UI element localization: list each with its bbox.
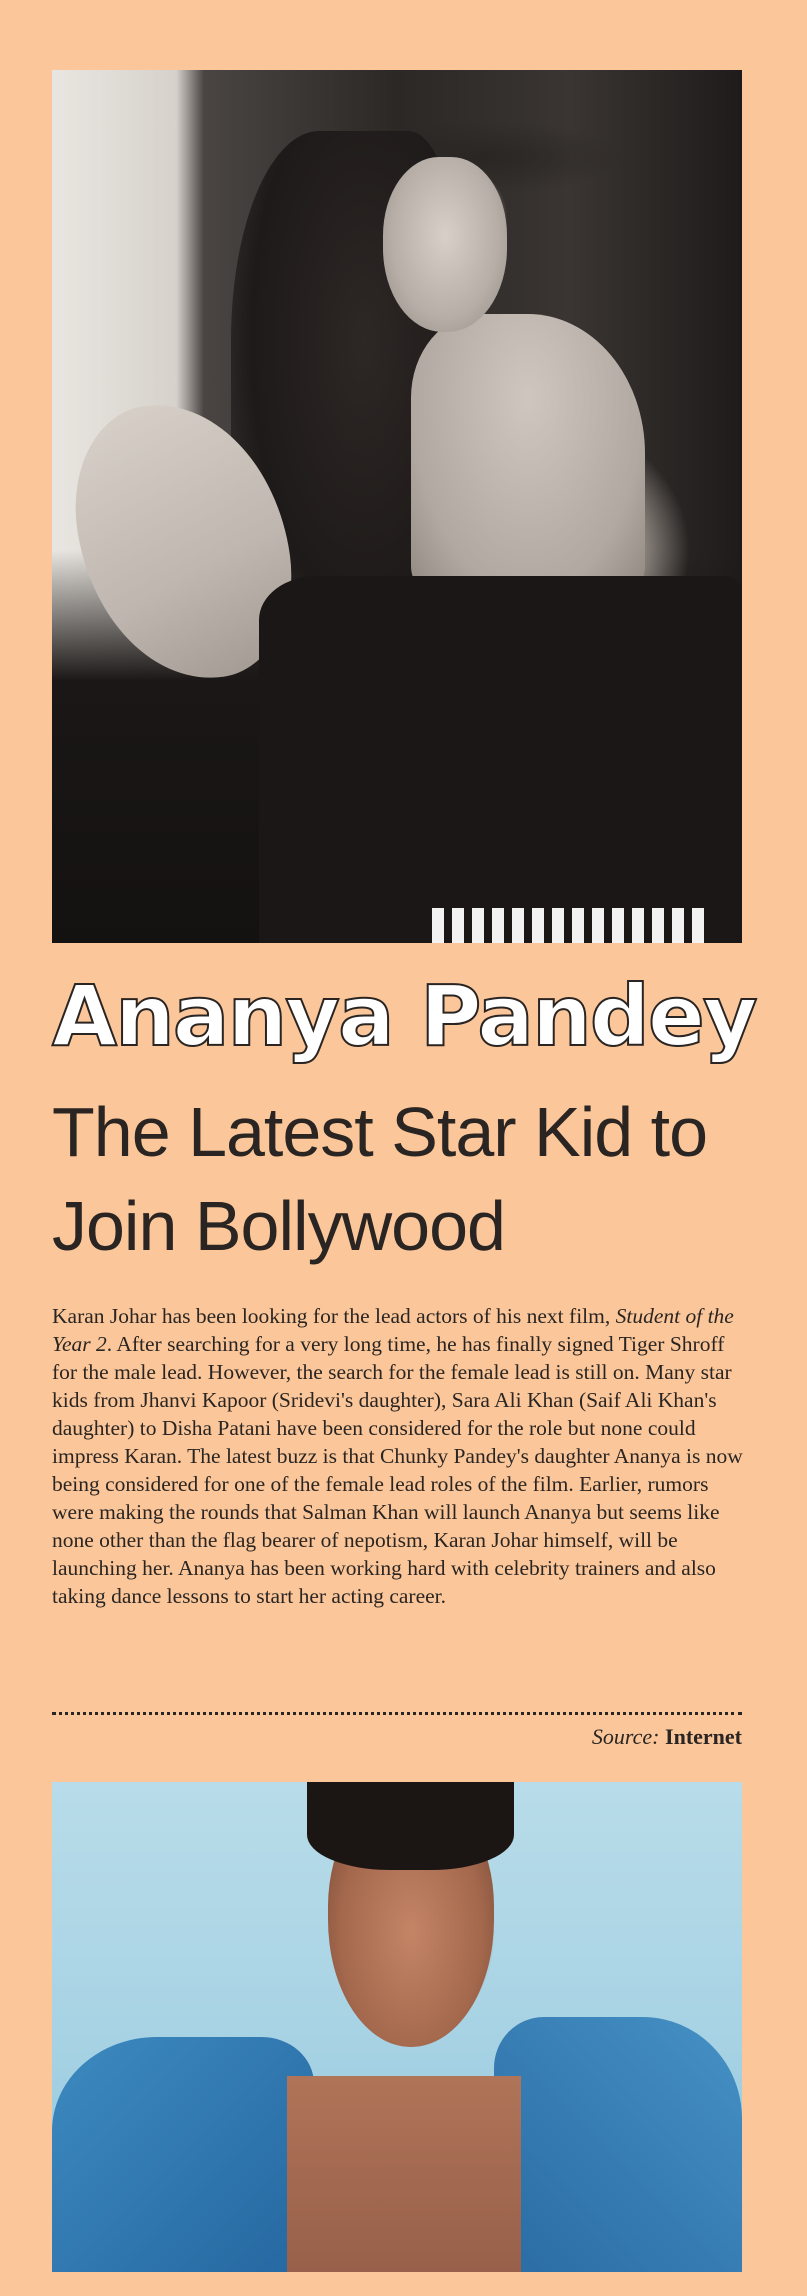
source-value: Internet — [665, 1724, 742, 1749]
article-title: Ananya Pandey — [52, 967, 756, 1065]
tiger-shroff-photo — [52, 1782, 742, 2272]
article-body — [52, 1302, 752, 1610]
dotted-divider — [52, 1712, 742, 1715]
photo-dress-shape — [259, 576, 742, 943]
source-label: Source: — [591, 1724, 660, 1749]
photo-chest-shape — [287, 2076, 522, 2272]
ananya-pandey-photo — [52, 70, 742, 943]
body-text-part-1: Karan Johar has been looking for the lead actors of his next film, — [52, 1304, 616, 1328]
article-subtitle: The Latest Star Kid to Join Bollywood — [52, 1093, 708, 1265]
photo-face-shape — [383, 157, 507, 332]
source-credit — [592, 1724, 742, 1750]
photo-jacket-right-shape — [494, 2017, 742, 2272]
photo-hair-shape — [307, 1782, 514, 1870]
body-text-part-2: . After searching for a very long time, he has finally signed Tiger Shroff for the male lead. However, the search for the female lead is still on. Many star kids from Jhanvi Kapoor (Sridevi's daughter), Sara Ali Khan (Saif Ali Khan's daughter) to Disha Patani have been considered for the role but none could impress Karan. The latest buzz is that Chunky Pandey's daughter Ananya is now being considered for one of the female lead roles of the film. Earlier, rumors were making the rounds that Salman Khan will launch Ananya but seems like none other than the flag bearer of nepotism, Karan Johar himself, will be launching her. Ananya has been working hard with celebrity trainers and also taking dance lessons to start her acting career. — [52, 1332, 743, 1608]
photo-neck-shape — [411, 314, 646, 593]
photo-pattern-shape — [432, 908, 708, 943]
film-title: Student of the Year 2 — [52, 1304, 734, 1356]
photo-jacket-left-shape — [52, 2037, 314, 2272]
